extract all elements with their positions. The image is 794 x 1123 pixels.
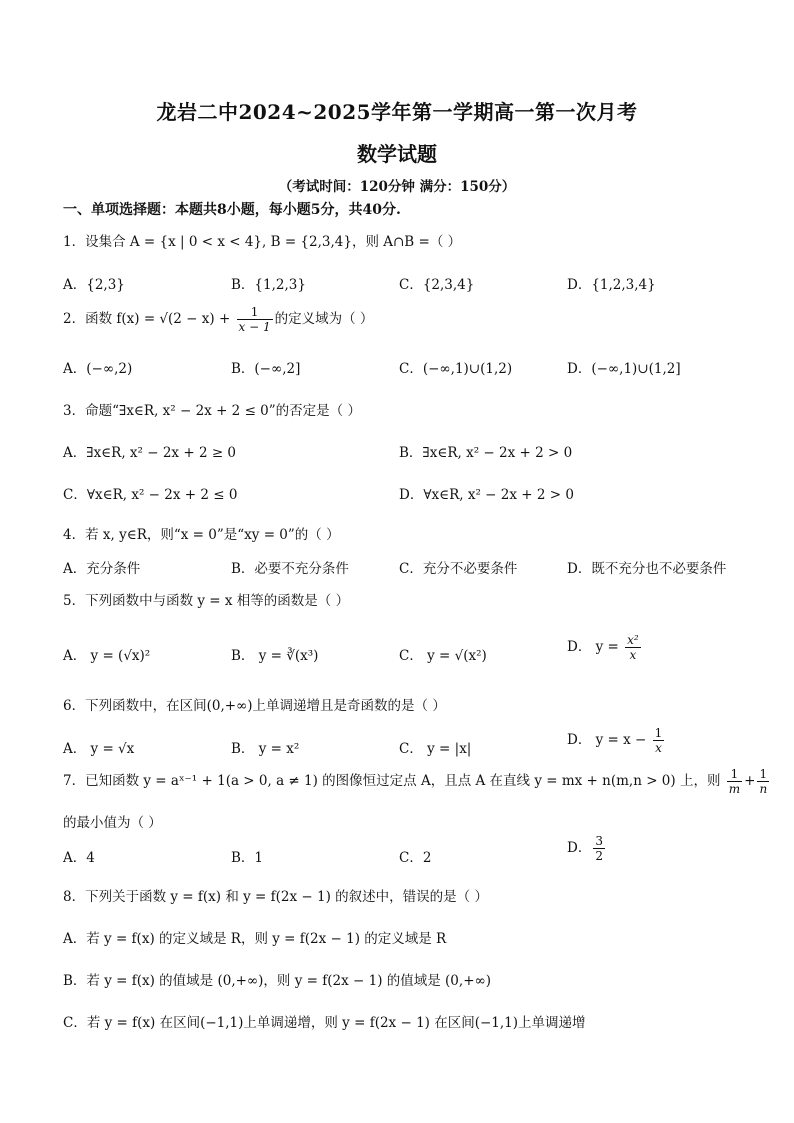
question-4-option-c: C．充分不必要条件 [399,561,518,577]
question-7-frac2-num: 1 [757,767,769,782]
question-3-option-c: C．∀x∈R, x² − 2x + 2 ≤ 0 [63,487,238,503]
question-7-frac1-num: 1 [727,767,742,782]
question-6-option-b: B． y = x² [231,741,300,757]
question-5-option-d-fraction [625,633,641,662]
question-3-option-a: A．∃x∈R, x² − 2x + 2 ≥ 0 [63,445,237,461]
question-7-fraction-1 [727,767,742,796]
question-2-option-d: D．(−∞,1)∪(1,2] [567,361,681,377]
question-4-option-a: A．充分条件 [63,561,141,577]
question-2-stem-post: 的定义域为（ ） [274,311,374,327]
question-7-option-d-num: 3 [595,834,603,848]
question-7-option-d-pre: D． [567,840,592,856]
question-7-option-d [567,834,607,863]
question-5-option-a: A． y = (√x)² [63,648,151,664]
question-1-option-d: D．{1,2,3,4} [567,277,656,293]
question-3-stem: 3．命题“∃x∈R, x² − 2x + 2 ≤ 0”的否定是（ ） [63,403,361,419]
question-5-option-d-num: x² [627,633,639,647]
question-8-option-c: C．若 y = f(x) 在区间(−1,1)上单调递增，则 y = f(2x − 1) 在区间(−1,1)上单调递增 [63,1015,586,1031]
question-2-stem-pre: 2．函数 f(x) = √(2 − x) + [63,311,235,327]
question-3-option-b: B．∃x∈R, x² − 2x + 2 > 0 [399,445,573,461]
question-6-option-a: A． y = √x [63,741,135,757]
exam-subject: 数学试题 [357,142,437,166]
question-7-plus: + [744,773,756,789]
question-4-option-d: D．既不充分也不必要条件 [567,561,727,577]
question-2-stem [63,305,373,334]
section-heading: 一、单项选择题：本题共8小题，每小题5分，共40分. [63,202,401,218]
question-6-option-d [567,726,666,755]
question-6-option-c: C． y = |x| [399,741,472,757]
question-4-stem: 4．若 x, y∈R，则“x = 0”是“xy = 0”的（ ） [63,527,340,543]
question-7-fraction-2 [757,767,769,796]
question-6-stem: 6．下列函数中，在区间(0,+∞)上单调递增且是奇函数的是（ ） [63,698,446,714]
question-1-option-c: C．{2,3,4} [399,277,475,293]
question-2-frac-num: 1 [237,305,273,320]
question-2-frac-den: x − 1 [238,320,271,334]
question-7-option-b: B．1 [231,850,264,866]
question-1-stem: 1．设集合 A = {x | 0 < x < 4}, B = {2,3,4}，则 A∩B =（ ） [63,234,462,250]
question-2-fraction [237,305,273,334]
question-7-option-d-den: 2 [595,849,603,863]
question-7-frac2-den: n [759,782,768,796]
question-7-stem-line2: 的最小值为（ ） [63,815,162,831]
question-4-option-b: B．必要不充分条件 [231,561,349,577]
question-7-option-c: C．2 [399,850,432,866]
question-6-option-d-den: x [655,741,662,755]
question-1-option-b: B．{1,2,3} [231,277,306,293]
question-7-stem [63,767,771,796]
question-8-option-b: B．若 y = f(x) 的值域是 (0,+∞)，则 y = f(2x − 1) 的值域是 (0,+∞) [63,973,492,989]
question-7-frac1-den: m [728,782,741,796]
question-7-option-d-fraction [593,834,605,863]
exam-title: 龙岩二中2024~2025学年第一学期高一第一次月考 [156,100,638,124]
question-7-option-a: A．4 [63,850,95,866]
question-5-stem: 5．下列函数中与函数 y = x 相等的函数是（ ） [63,593,350,609]
question-2-option-c: C．(−∞,1)∪(1,2) [399,361,513,377]
question-5-option-d-pre: D． y = [567,639,624,655]
question-5-option-b: B． y = ∛(x³) [231,648,319,664]
question-7-stem-pre: 7．已知函数 y = aˣ⁻¹ + 1(a > 0, a ≠ 1) 的图像恒过定点 A，且点 A 在直线 y = mx + n(m,n > 0) 上，则 [63,773,725,789]
question-8-stem: 8．下列关于函数 y = f(x) 和 y = f(2x − 1) 的叙述中，错误的是（ ） [63,889,488,905]
question-6-option-d-fraction [653,726,665,755]
question-5-option-c: C． y = √(x²) [399,648,487,664]
question-1-option-a: A．{2,3} [63,277,125,293]
question-5-option-d-den: x [629,648,637,662]
question-8-option-a: A．若 y = f(x) 的定义域是 R，则 y = f(2x − 1) 的定义域是 R [63,931,447,947]
question-6-option-d-num: 1 [654,726,663,740]
exam-info: （考试时间：120分钟 满分：150分） [278,179,516,195]
question-3-option-d: D．∀x∈R, x² − 2x + 2 > 0 [399,487,574,503]
question-2-option-b: B．(−∞,2] [231,361,301,377]
question-6-option-d-pre: D． y = x − [567,732,651,748]
question-5-option-d [567,633,643,662]
question-2-option-a: A．(−∞,2) [63,361,133,377]
